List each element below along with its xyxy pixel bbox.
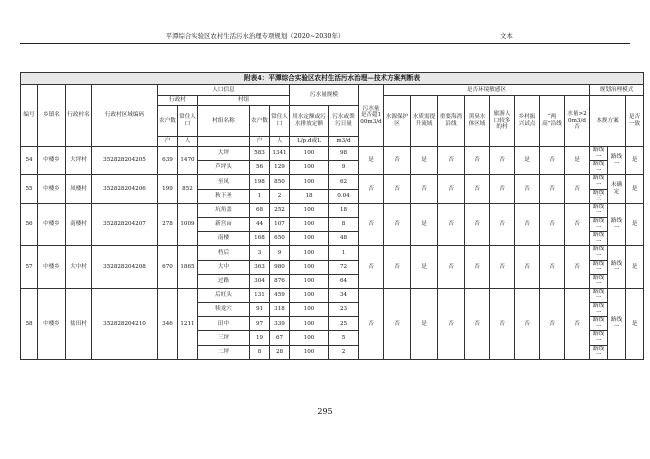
header-s4: 黑臭水体区域 <box>465 96 490 147</box>
cell-village: 南楼村 <box>66 203 92 246</box>
cell-quota: 100 <box>290 274 329 288</box>
cell-quota: 100 <box>290 217 329 231</box>
cell-group-name: 大中 <box>198 260 250 274</box>
header-group-name: 村组名称 <box>198 106 250 137</box>
cell-scheme: 未确定 <box>608 175 626 203</box>
cell-group-mode: 路线一 <box>590 147 608 161</box>
cell-s4: 否 <box>465 203 490 246</box>
cell-quota: 100 <box>290 288 329 302</box>
cell-consistent: 是 <box>626 147 644 175</box>
document-title: 平潭综合实验区农村生活污水治理专项规划（2020~2030年） <box>165 32 345 40</box>
cell-group-residents: 28 <box>270 345 290 359</box>
cell-group-name: 南楼 <box>198 232 250 246</box>
cell-quota: 100 <box>290 246 329 260</box>
cell-group-households: 97 <box>250 317 270 331</box>
cell-s1: 否 <box>384 147 411 175</box>
unit-group-households: 户 <box>250 137 270 147</box>
header-code: 行政村区域编码 <box>92 85 158 147</box>
cell-group-mode: 路线一 <box>590 317 608 331</box>
document-label: 文本 <box>500 32 513 40</box>
cell-s3: 否 <box>438 175 465 203</box>
scheme-table <box>20 72 644 360</box>
cell-group-residents: 980 <box>270 260 290 274</box>
cell-s1: 否 <box>384 175 411 203</box>
cell-group-mode: 路线一 <box>590 331 608 345</box>
table-row <box>21 246 644 260</box>
cell-s8: 否 <box>565 246 590 289</box>
header-consistent: 是否一致 <box>626 96 644 147</box>
cell-group-households: 131 <box>250 288 270 302</box>
cell-village: 大坪村 <box>66 147 92 175</box>
header-households: 农户数 <box>158 106 178 137</box>
cell-group-mode: 路线一 <box>590 288 608 302</box>
cell-over100: 否 <box>359 203 384 246</box>
page-number: 295 <box>317 407 333 416</box>
cell-flow: 1 <box>329 246 359 260</box>
unit-quota: L/p.d或L <box>290 137 329 147</box>
cell-group-name: 田中 <box>198 317 250 331</box>
cell-group-households: 168 <box>250 232 270 246</box>
cell-s7: 否 <box>540 175 565 203</box>
cell-s5: 否 <box>490 246 515 289</box>
cell-town: 中楼乡 <box>38 246 66 289</box>
cell-group-name: 坑角盖 <box>198 203 250 217</box>
unit-households: 户 <box>158 137 178 147</box>
cell-s5: 否 <box>490 147 515 175</box>
cell-s3: 否 <box>438 203 465 246</box>
cell-s5: 否 <box>490 288 515 359</box>
cell-s8: 否 <box>565 288 590 359</box>
cell-flow: 0.04 <box>329 189 359 203</box>
cell-group-residents: 1341 <box>270 147 290 161</box>
cell-s6: 否 <box>515 246 540 289</box>
cell-group-name: 大坪 <box>198 147 250 161</box>
cell-quota: 100 <box>290 175 329 189</box>
document-header <box>20 27 630 41</box>
cell-s6: 否 <box>515 288 540 359</box>
cell-group-residents: 876 <box>270 274 290 288</box>
cell-s7: 否 <box>540 246 565 289</box>
cell-s3: 否 <box>438 288 465 359</box>
header-scheme: 本规方案 <box>590 96 626 147</box>
cell-s7: 否 <box>540 288 565 359</box>
cell-group-residents: 650 <box>270 232 290 246</box>
cell-flow: 98 <box>329 147 359 161</box>
cell-village: 盐田村 <box>66 288 92 359</box>
table-caption: 附表4：平潭综合实验区农村生活污水治理—技术方案判断表 <box>21 73 644 85</box>
cell-quota: 18 <box>290 189 329 203</box>
table-row <box>21 175 644 189</box>
cell-over100: 否 <box>359 246 384 289</box>
cell-households: 199 <box>158 175 178 203</box>
cell-flow: 25 <box>329 317 359 331</box>
cell-group-name: 过路 <box>198 274 250 288</box>
group-water: 污水量规模 <box>290 85 359 106</box>
header-s6: 乡村振兴试点 <box>515 96 540 147</box>
cell-group-mode: 路线一 <box>590 232 608 246</box>
cell-quota: 100 <box>290 345 329 359</box>
cell-s6: 否 <box>515 175 540 203</box>
cell-group-name: 三坪 <box>198 331 250 345</box>
cell-group-name: 芦坪头 <box>198 161 250 175</box>
cell-households: 639 <box>158 147 178 175</box>
cell-town: 中楼乡 <box>38 175 66 203</box>
cell-group-residents: 459 <box>270 288 290 302</box>
cell-code: 352828204207 <box>92 203 158 246</box>
cell-residents: 1865 <box>178 246 198 289</box>
cell-over100: 是 <box>359 147 384 175</box>
cell-s2: 是 <box>411 288 438 359</box>
table-row <box>21 288 644 302</box>
cell-group-mode: 路线一 <box>590 345 608 359</box>
cell-residents: 1211 <box>178 288 198 359</box>
cell-s2: 是 <box>411 147 438 175</box>
cell-group-residents: 107 <box>270 217 290 231</box>
cell-s6: 是 <box>515 147 540 175</box>
cell-group-name: 至凤 <box>198 175 250 189</box>
cell-households: 670 <box>158 246 178 289</box>
unit-residents: 人 <box>178 137 198 147</box>
cell-group-households: 91 <box>250 303 270 317</box>
group-admin-village: 行政村 <box>158 96 198 106</box>
cell-s8: 否 <box>565 175 590 203</box>
cell-group-mode: 路线三 <box>590 189 608 203</box>
cell-group-households: 3 <box>250 246 270 260</box>
cell-s4: 否 <box>465 288 490 359</box>
group-sensitive: 是否环境敏感区 <box>384 85 590 96</box>
header-group-residents: 常住人口 <box>270 106 290 137</box>
header-quota: 用水定额或污水排放定额 <box>290 106 329 137</box>
cell-s4: 否 <box>465 147 490 175</box>
cell-flow: 72 <box>329 260 359 274</box>
cell-group-households: 363 <box>250 260 270 274</box>
cell-village: 大中村 <box>66 246 92 289</box>
unit-blank <box>198 137 250 147</box>
cell-s8: 否 <box>565 203 590 246</box>
cell-no: 56 <box>21 203 38 246</box>
cell-town: 中楼乡 <box>38 288 66 359</box>
unit-flow: m3/d <box>329 137 359 147</box>
cell-s4: 否 <box>465 246 490 289</box>
cell-flow: 23 <box>329 303 359 317</box>
cell-flow: 34 <box>329 288 359 302</box>
cell-group-name: 档后 <box>198 246 250 260</box>
header-s7: “两高”沿线 <box>540 96 565 147</box>
cell-group-mode: 路线一 <box>590 175 608 189</box>
cell-group-name: 秋下圣 <box>198 189 250 203</box>
cell-town: 中楼乡 <box>38 203 66 246</box>
cell-flow: 8 <box>329 217 359 231</box>
cell-group-households: 44 <box>250 217 270 231</box>
cell-group-name: 新宫亩 <box>198 217 250 231</box>
cell-s5: 否 <box>490 203 515 246</box>
cell-s3: 否 <box>438 147 465 175</box>
header-town: 乡镇名 <box>38 85 66 147</box>
cell-group-households: 304 <box>250 274 270 288</box>
cell-consistent: 是 <box>626 288 644 359</box>
header-flow: 污水或粪污日量 <box>329 106 359 137</box>
header-group-households: 农户数 <box>250 106 270 137</box>
table-row <box>21 147 644 161</box>
cell-quota: 100 <box>290 260 329 274</box>
cell-s2: 是 <box>411 246 438 289</box>
group-population: 人口信息 <box>158 85 290 96</box>
cell-s1: 否 <box>384 288 411 359</box>
cell-scheme: 路线一 <box>608 203 626 246</box>
cell-group-residents: 67 <box>270 331 290 345</box>
cell-s8: 是 <box>565 147 590 175</box>
cell-group-residents: 850 <box>270 175 290 189</box>
cell-group-mode: 路线一 <box>590 260 608 274</box>
header-rule <box>20 43 630 44</box>
cell-residents: 1009 <box>178 203 198 246</box>
cell-scheme: 路线一 <box>608 147 626 175</box>
cell-households: 278 <box>158 203 178 246</box>
cell-consistent: 是 <box>626 175 644 203</box>
cell-group-mode: 路线一 <box>590 303 608 317</box>
cell-group-mode: 路线一 <box>590 161 608 175</box>
cell-consistent: 是 <box>626 246 644 289</box>
cell-s3: 否 <box>438 246 465 289</box>
cell-code: 352828204208 <box>92 246 158 289</box>
cell-village: 凤楼村 <box>66 175 92 203</box>
cell-quota: 100 <box>290 331 329 345</box>
header-village: 行政村名 <box>66 85 92 147</box>
cell-flow: 18 <box>329 203 359 217</box>
cell-group-residents: 339 <box>270 317 290 331</box>
cell-flow: 2 <box>329 345 359 359</box>
cell-s5: 否 <box>490 175 515 203</box>
cell-over100: 否 <box>359 175 384 203</box>
cell-no: 54 <box>21 147 38 175</box>
cell-over100: 否 <box>359 288 384 359</box>
cell-quota: 100 <box>290 317 329 331</box>
cell-group-households: 19 <box>250 331 270 345</box>
cell-s2: 是 <box>411 203 438 246</box>
cell-group-residents: 9 <box>270 246 290 260</box>
cell-group-name: 后旺头 <box>198 288 250 302</box>
cell-s6: 否 <box>515 203 540 246</box>
cell-flow: 9 <box>329 161 359 175</box>
header-s8: 水量>20m3/d否 <box>565 96 590 147</box>
cell-no: 57 <box>21 246 38 289</box>
cell-group-households: 68 <box>250 203 270 217</box>
group-village-group: 村组 <box>198 96 290 106</box>
cell-town: 中楼乡 <box>38 147 66 175</box>
cell-quota: 100 <box>290 232 329 246</box>
cell-code: 352828204206 <box>92 175 158 203</box>
cell-s1: 否 <box>384 203 411 246</box>
cell-group-residents: 318 <box>270 303 290 317</box>
header-residents: 常住人口 <box>178 106 198 137</box>
header-over100: 污水量是否超100m3/d <box>359 85 384 147</box>
cell-households: 346 <box>158 288 178 359</box>
header-s2: 水质需提升流域 <box>411 96 438 147</box>
cell-residents: 1470 <box>178 147 198 175</box>
header-s5: 旅游人口较多的村 <box>490 96 515 147</box>
cell-group-households: 583 <box>250 147 270 161</box>
cell-group-residents: 129 <box>270 161 290 175</box>
cell-group-households: 8 <box>250 345 270 359</box>
cell-group-mode: 路线一 <box>590 217 608 231</box>
header-s3: 重要海湾沿线 <box>438 96 465 147</box>
header-s1: 水源保护区 <box>384 96 411 147</box>
cell-group-mode: 路线一 <box>590 203 608 217</box>
cell-code: 352828204205 <box>92 147 158 175</box>
cell-scheme: 路线一 <box>608 246 626 289</box>
cell-group-households: 198 <box>250 175 270 189</box>
cell-quota: 100 <box>290 203 329 217</box>
cell-group-residents: 2 <box>270 189 290 203</box>
cell-no: 55 <box>21 175 38 203</box>
cell-s4: 否 <box>465 175 490 203</box>
cell-group-residents: 252 <box>270 203 290 217</box>
cell-scheme: 路线一 <box>608 288 626 359</box>
cell-flow: 62 <box>329 175 359 189</box>
table-row <box>21 203 644 217</box>
cell-quota: 100 <box>290 161 329 175</box>
cell-consistent: 是 <box>626 203 644 246</box>
cell-group-households: 1 <box>250 189 270 203</box>
cell-flow: 64 <box>329 274 359 288</box>
cell-flow: 48 <box>329 232 359 246</box>
header-no: 编号 <box>21 85 38 147</box>
cell-code: 352828204210 <box>92 288 158 359</box>
cell-no: 58 <box>21 288 38 359</box>
cell-group-households: 56 <box>250 161 270 175</box>
group-mode: 规划治理模式 <box>590 85 644 96</box>
cell-quota: 100 <box>290 147 329 161</box>
cell-s7: 否 <box>540 147 565 175</box>
cell-group-name: 二坪 <box>198 345 250 359</box>
cell-flow: 5 <box>329 331 359 345</box>
cell-quota: 100 <box>290 303 329 317</box>
cell-group-mode: 路线一 <box>590 246 608 260</box>
unit-group-residents: 人 <box>270 137 290 147</box>
cell-s1: 否 <box>384 246 411 289</box>
cell-group-name: 犊龙穴 <box>198 303 250 317</box>
cell-group-mode: 路线一 <box>590 274 608 288</box>
cell-s7: 否 <box>540 203 565 246</box>
cell-s2: 否 <box>411 175 438 203</box>
cell-residents: 852 <box>178 175 198 203</box>
